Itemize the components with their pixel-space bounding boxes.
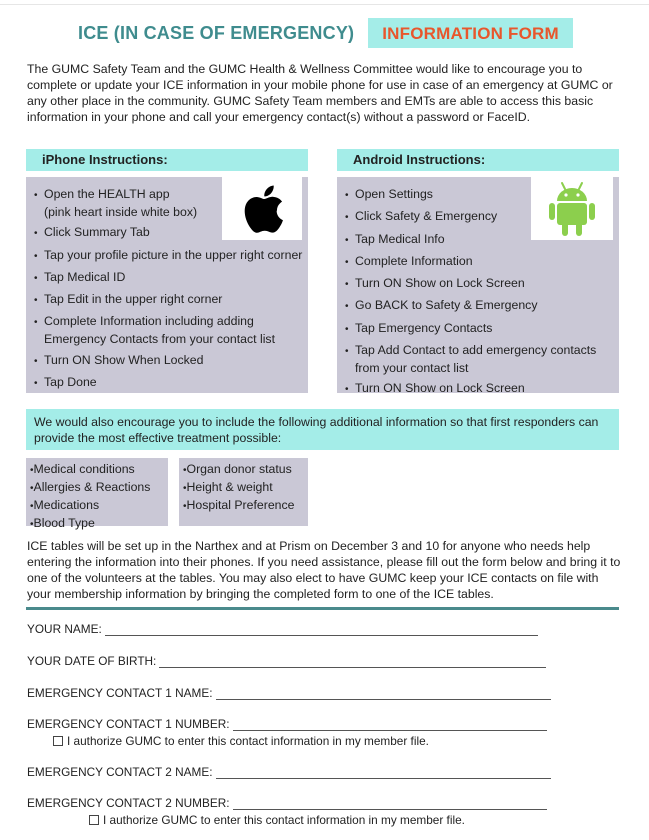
android-step: • Tap Add Contact to add emergency contacts from your contact list [345, 342, 615, 376]
android-step: • Tap Medical Info [345, 231, 615, 249]
your-name-field[interactable] [27, 622, 538, 636]
iphone-step: • Click Summary Tab [34, 224, 304, 242]
android-step: • Click Safety & Emergency [345, 208, 615, 226]
authorize-contact1-checkbox[interactable] [53, 736, 63, 746]
contact1-number-field[interactable] [27, 717, 547, 731]
contact2-name-label: EMERGENCY CONTACT 2 NAME: [27, 765, 213, 779]
android-heading: Android Instructions: [337, 149, 619, 171]
contact2-name-line[interactable] [216, 768, 551, 779]
contact1-name-label: EMERGENCY CONTACT 1 NAME: [27, 686, 213, 700]
iphone-step: • Turn ON Show When Locked [34, 352, 304, 370]
iphone-step: • Tap your profile picture in the upper right corner [34, 247, 304, 265]
info-item: • Blood Type [30, 515, 164, 533]
contact2-number-label: EMERGENCY CONTACT 2 NUMBER: [27, 796, 230, 810]
android-step: • Turn ON Show on Lock Screen [345, 275, 615, 293]
your-name-line[interactable] [105, 625, 538, 636]
intro-paragraph: The GUMC Safety Team and the GUMC Health & Wellness Committee would like to encourage you to complete or update your ICE information in your mobile phone for use in case of an emergency at GUMC or any other place in the community. GUMC Safety Team members and EMTs are able to access this basic information in your phone and call your emergency contact(s) without a password or FaceID. [27, 62, 613, 124]
android-step: • Complete Information [345, 253, 615, 271]
contact2-number-field[interactable] [27, 796, 547, 810]
iphone-step: • Tap Medical ID [34, 269, 304, 287]
iphone-step: • Complete Information including adding Emergency Contacts from your contact list [34, 313, 304, 347]
your-name-label: YOUR NAME: [27, 622, 102, 636]
contact1-number-label: EMERGENCY CONTACT 1 NUMBER: [27, 717, 230, 731]
iphone-heading: iPhone Instructions: [26, 149, 308, 171]
additional-info-banner: We would also encourage you to include the following additional information so that first responders can provide the most effective treatment possible: [26, 409, 619, 450]
authorize-contact1[interactable] [53, 734, 429, 748]
android-step: • Go BACK to Safety & Emergency [345, 297, 615, 315]
title-left: ICE (IN CASE OF EMERGENCY) [78, 23, 355, 43]
android-step: • Turn ON Show on Lock Screen [345, 380, 615, 398]
iphone-step-note: (pink heart inside white box) [44, 205, 198, 219]
additional-info-list-1 [26, 458, 168, 530]
info-item: • Hospital Preference [183, 497, 304, 515]
info-item: • Height & weight [183, 479, 304, 497]
authorize-contact1-label: I authorize GUMC to enter this contact information in my member file. [67, 734, 429, 748]
android-step: • Open Settings [345, 186, 615, 204]
android-step: • Tap Emergency Contacts [345, 320, 615, 338]
contact2-number-line[interactable] [233, 799, 547, 810]
ice-tables-paragraph: ICE tables will be set up in the Narthex and at Prism on December 3 and 10 for anyone who needs help entering the information into their phones. If you need assistance, please fill out the form below and bring it to one of the volunteers at the tables. You may also elect to have GUMC keep your ICE contacts on file with your membership information by bringing the completed form to one of the ICE tables. [27, 539, 621, 601]
info-item: • Allergies & Reactions [30, 479, 164, 497]
iphone-step: • Tap Edit in the upper right corner [34, 291, 304, 309]
page-title [70, 18, 573, 48]
iphone-instructions [26, 177, 308, 393]
top-divider [0, 4, 649, 5]
iphone-step: • Open the HEALTH app [34, 186, 304, 204]
date-of-birth-field[interactable] [27, 654, 546, 668]
contact1-name-field[interactable] [27, 686, 551, 700]
info-item: • Organ donor status [183, 461, 304, 479]
title-right: INFORMATION FORM [368, 18, 573, 48]
authorize-contact2-label: I authorize GUMC to enter this contact information in my member file. [103, 813, 465, 827]
contact2-name-field[interactable] [27, 765, 551, 779]
date-of-birth-label: YOUR DATE OF BIRTH: [27, 654, 157, 668]
authorize-contact2-checkbox[interactable] [89, 815, 99, 825]
additional-info-list-2 [179, 458, 308, 526]
contact1-number-line[interactable] [233, 720, 547, 731]
date-of-birth-line[interactable] [159, 657, 546, 668]
section-divider [26, 607, 619, 610]
info-item: • Medical conditions [30, 461, 164, 479]
info-item: • Medications [30, 497, 164, 515]
authorize-contact2[interactable] [89, 813, 465, 827]
iphone-step: • Tap Done [34, 374, 304, 392]
contact1-name-line[interactable] [216, 689, 551, 700]
android-instructions [337, 177, 619, 396]
